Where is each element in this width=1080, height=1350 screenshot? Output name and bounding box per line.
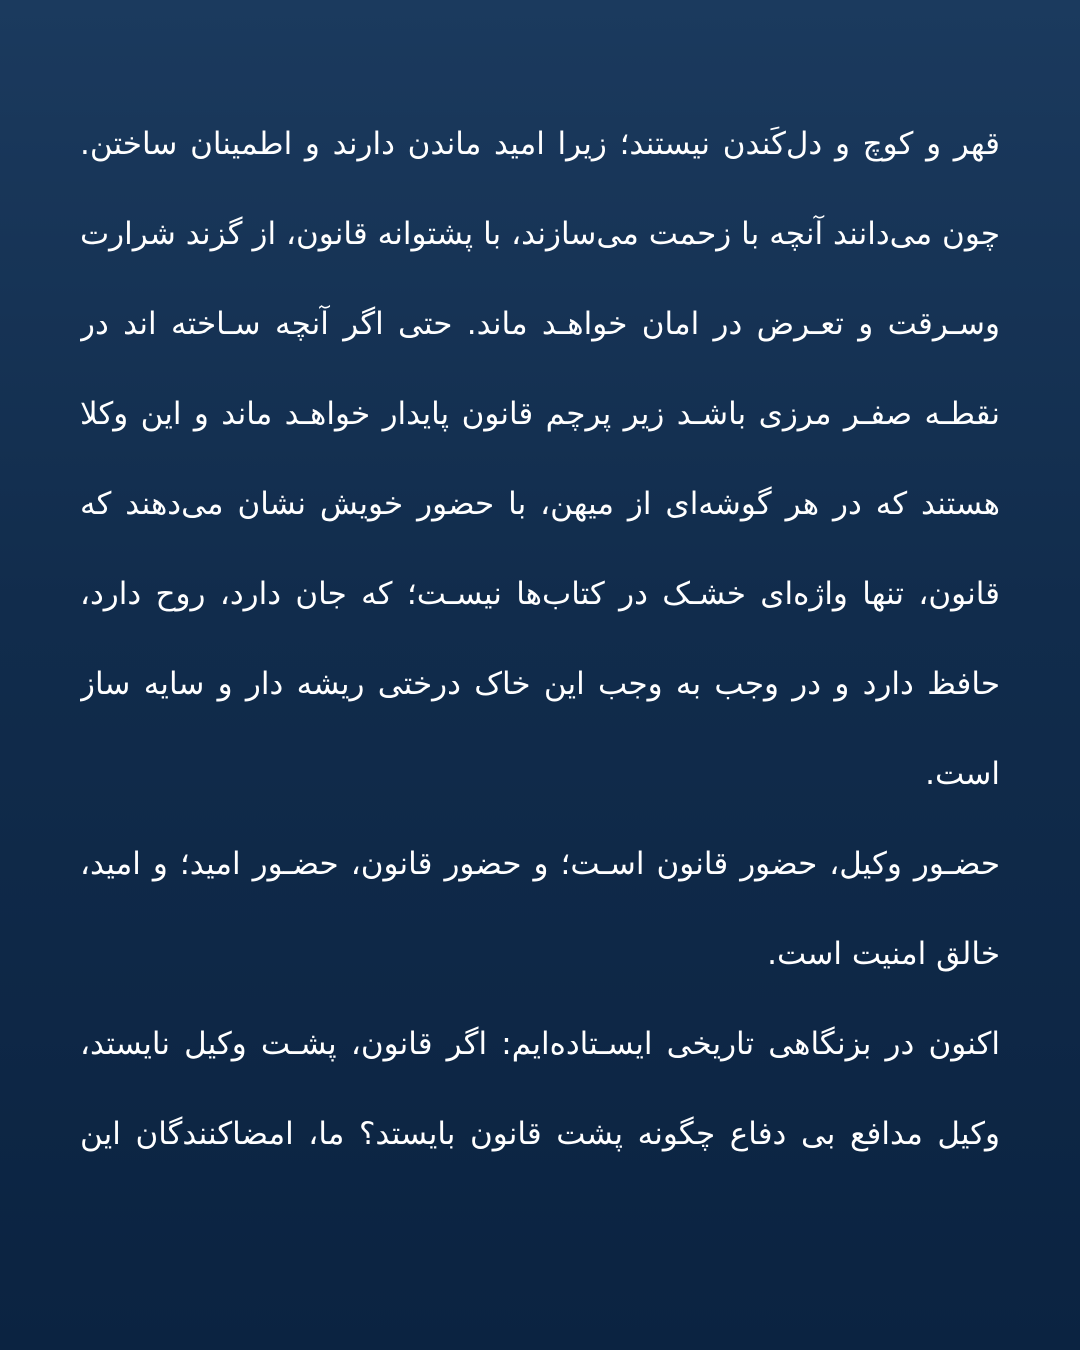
text-line: حافظ دارد و در وجب به وجب این خاک درختی ریشه دار و سایه ساز	[80, 666, 1000, 702]
text-line: نقطـه صفـر مرزی باشـد زیر پرچم قانون پایدار خواهـد ماند و این وکلا	[80, 396, 1000, 432]
text-line: وسـرقت و تعـرض در امان خواهـد ماند. حتی اگر آنچه سـاخته اند در	[80, 306, 1000, 342]
paragraph-2	[80, 832, 1000, 1012]
text-line: خالق امنیت است.	[767, 936, 1000, 972]
text-line: قهر و کوچ و دل‌کَندن نیستند؛ زیرا امید ماندن دارند و اطمینان ساختن.	[80, 126, 1000, 162]
text-line: چون می‌دانند آنچه با زحمت می‌سازند، با پشتوانه قانون، از گزند شرارت	[80, 216, 1000, 252]
text-line: حضـور وکیل، حضور قانون اسـت؛ و حضور قانون، حضـور امید؛ و امید،	[80, 846, 1000, 882]
text-line: قانون، تنها واژه‌ای خشـک در کتاب‌ها نیسـت؛ که جان دارد، روح دارد،	[80, 576, 1000, 612]
text-line: وکیل مدافع بی دفاع چگونه پشت قانون بایستد؟ ما، امضاکنندگان این	[80, 1116, 1000, 1152]
statement-text	[80, 112, 1000, 1192]
text-line: است.	[925, 756, 1000, 792]
text-line: اکنون در بزنگاهی تاریخی ایسـتاده‌ایم: اگر قانون، پشـت وکیل نایستد،	[80, 1026, 1000, 1062]
paragraph-3	[80, 1012, 1000, 1192]
paragraph-1	[80, 112, 1000, 832]
text-line: هستند که در هر گوشه‌ای از میهن، با حضور خویش نشان می‌دهند که	[80, 486, 1000, 522]
